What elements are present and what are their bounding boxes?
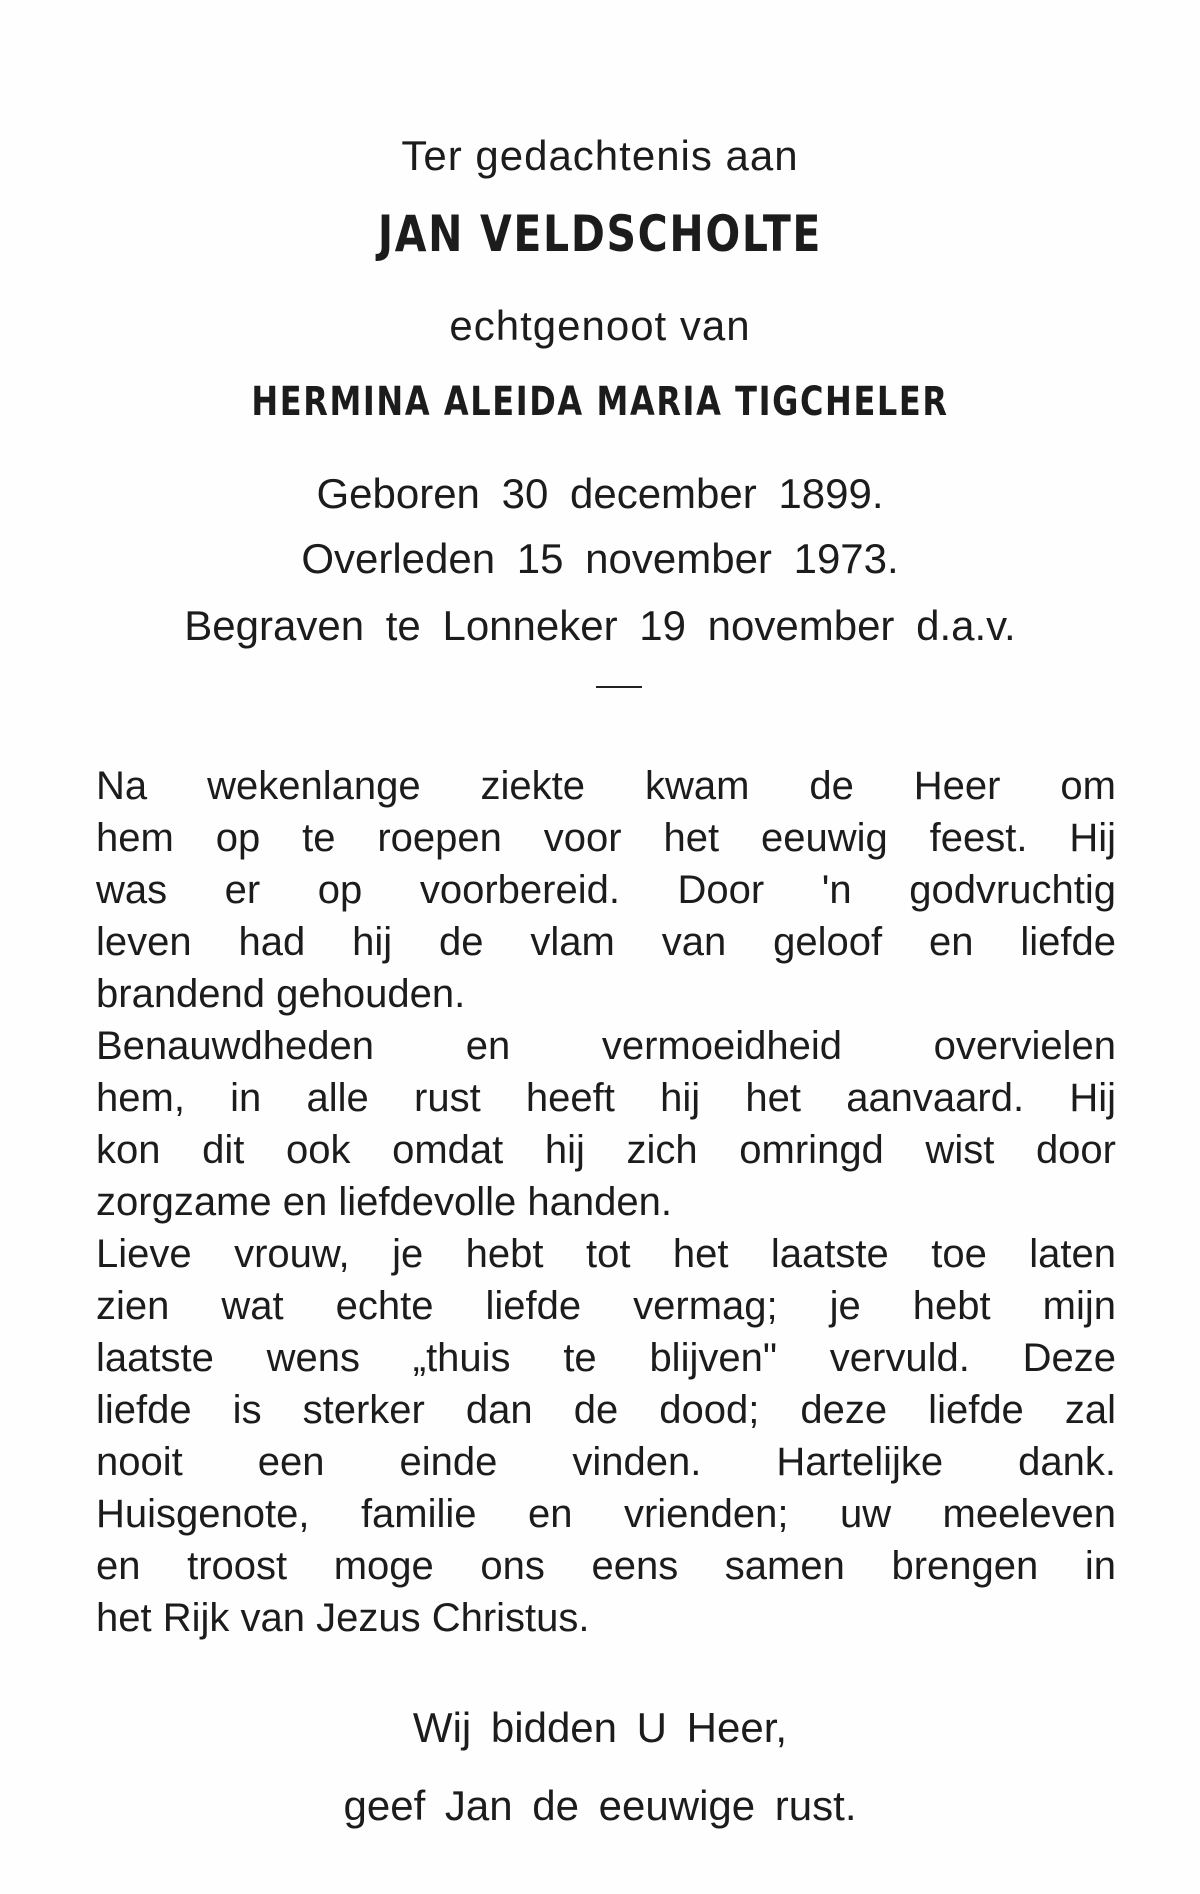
body-line: het Rijk van Jezus Christus. (96, 1596, 590, 1640)
death-date: Overleden 15 november 1973. (301, 535, 899, 582)
body-line: liefde is sterker dan de dood; deze liefde zal (96, 1388, 1116, 1432)
body-line: Lieve vrouw, je hebt tot het laatste toe laten (96, 1232, 1116, 1276)
body-line: hem op te roepen voor het eeuwig feest. Hij (96, 816, 1116, 860)
body-line: Huisgenote, familie en vrienden; uw meeleven (96, 1492, 1116, 1536)
deceased-name: JAN VELDSCHOLTE (377, 205, 823, 263)
body-line: nooit een einde vinden. Hartelijke dank. (96, 1440, 1116, 1484)
body-line: was er op voorbereid. Door 'n godvruchtig (96, 868, 1116, 912)
body-text (96, 760, 1116, 1644)
body-line: laatste wens „thuis te blijven" vervuld. Deze (96, 1336, 1116, 1380)
body-line: Na wekenlange ziekte kwam de Heer om (96, 764, 1116, 808)
relation-text: echtgenoot van (449, 302, 751, 349)
body-line: hem, in alle rust heeft hij het aanvaard. Hij (96, 1076, 1116, 1120)
body-line: brandend gehouden. (96, 972, 466, 1016)
body-line: kon dit ook omdat hij zich omringd wist door (96, 1128, 1116, 1172)
intro-text: Ter gedachtenis aan (401, 132, 799, 179)
prayer-line-2: geef Jan de eeuwige rust. (343, 1782, 857, 1829)
body-line: zorgzame en liefdevolle handen. (96, 1180, 672, 1224)
spouse-name: HERMINA ALEIDA MARIA TIGCHELER (251, 379, 949, 425)
divider (596, 686, 642, 688)
body-line: en troost moge ons eens samen brengen in (96, 1544, 1116, 1588)
body-line: Benauwdheden en vermoeidheid overvielen (96, 1024, 1116, 1068)
burial-date: Begraven te Lonneker 19 november d.a.v. (184, 602, 1016, 649)
body-line: zien wat echte liefde vermag; je hebt mijn (96, 1284, 1116, 1328)
prayer-line-1: Wij bidden U Heer, (412, 1704, 788, 1751)
body-line: leven had hij de vlam van geloof en liefde (96, 920, 1116, 964)
birth-date: Geboren 30 december 1899. (316, 470, 884, 517)
